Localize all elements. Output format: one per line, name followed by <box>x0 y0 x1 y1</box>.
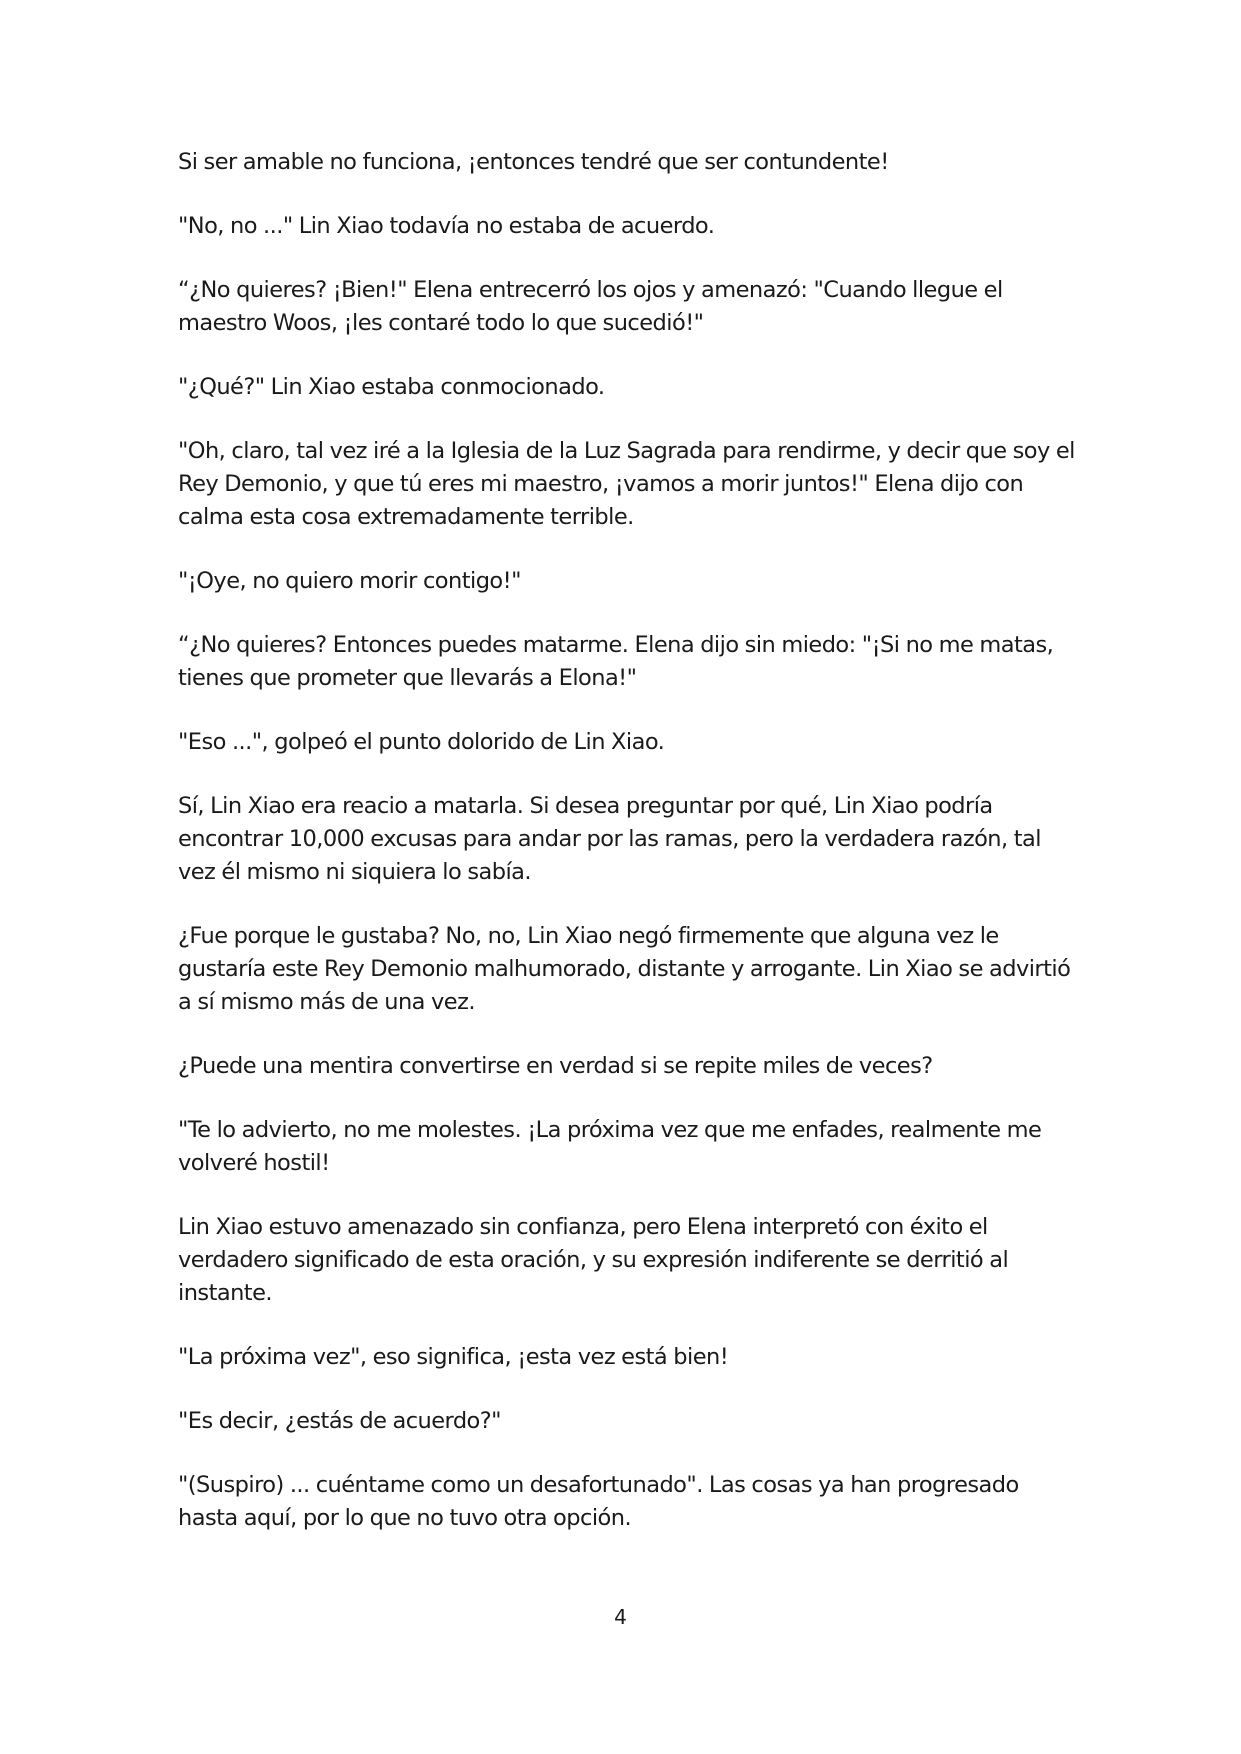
paragraph-1: Si ser amable no funciona, ¡entonces tendré que ser contundente! <box>178 149 889 175</box>
paragraph-2: "No, no ..." Lin Xiao todavía no estaba de acuerdo. <box>178 213 715 239</box>
paragraph-12: "Te lo advierto, no me molestes. ¡La próxima vez que me enfades, realmente me volveré hostil! <box>178 1117 1042 1176</box>
paragraph-3: “¿No quieres? ¡Bien!" Elena entrecerró los ojos y amenazó: "Cuando llegue el maestro Woos, ¡les contaré todo lo que sucedió!" <box>178 277 1003 336</box>
paragraph-8: "Eso ...", golpeó el punto dolorido de Lin Xiao. <box>178 729 665 755</box>
paragraph-11: ¿Puede una mentira convertirse en verdad si se repite miles de veces? <box>178 1053 933 1079</box>
paragraph-14: "La próxima vez", eso significa, ¡esta vez está bien! <box>178 1344 729 1370</box>
paragraph-15: "Es decir, ¿estás de acuerdo?" <box>178 1408 501 1434</box>
paragraph-13: Lin Xiao estuvo amenazado sin confianza, pero Elena interpretó con éxito el verdadero significado de esta oración, y su expresión indiferente se derritió al instante. <box>178 1214 1009 1306</box>
paragraph-4: "¿Qué?" Lin Xiao estaba conmocionado. <box>178 374 605 400</box>
paragraph-16: "(Suspiro) ... cuéntame como un desafortunado". Las cosas ya han progresado hasta aquí, por lo que no tuvo otra opción. <box>178 1472 1019 1531</box>
paragraph-10: ¿Fue porque le gustaba? No, no, Lin Xiao negó firmemente que alguna vez le gustaría este Rey Demonio malhumorado, distante y arrogante. Lin Xiao se advirtió a sí mismo más de una vez. <box>178 923 1071 1015</box>
paragraph-9: Sí, Lin Xiao era reacio a matarla. Si desea preguntar por qué, Lin Xiao podría encontrar 10,000 excusas para andar por las ramas, pero la verdadera razón, tal vez él mismo ni siquiera lo sabía. <box>178 793 1041 885</box>
paragraph-5: "Oh, claro, tal vez iré a la Iglesia de la Luz Sagrada para rendirme, y decir que soy el Rey Demonio, y que tú eres mi maestro, ¡vamos a morir juntos!" Elena dijo con calma esta cosa extremadamente terrible. <box>178 438 1075 530</box>
paragraph-7: “¿No quieres? Entonces puedes matarme. Elena dijo sin miedo: "¡Si no me matas, tienes que prometer que llevarás a Elona!" <box>178 632 1054 691</box>
body-text <box>178 146 1078 1566</box>
paragraph-6: "¡Oye, no quiero morir contigo!" <box>178 568 521 594</box>
page-number: 4 <box>614 1605 627 1629</box>
